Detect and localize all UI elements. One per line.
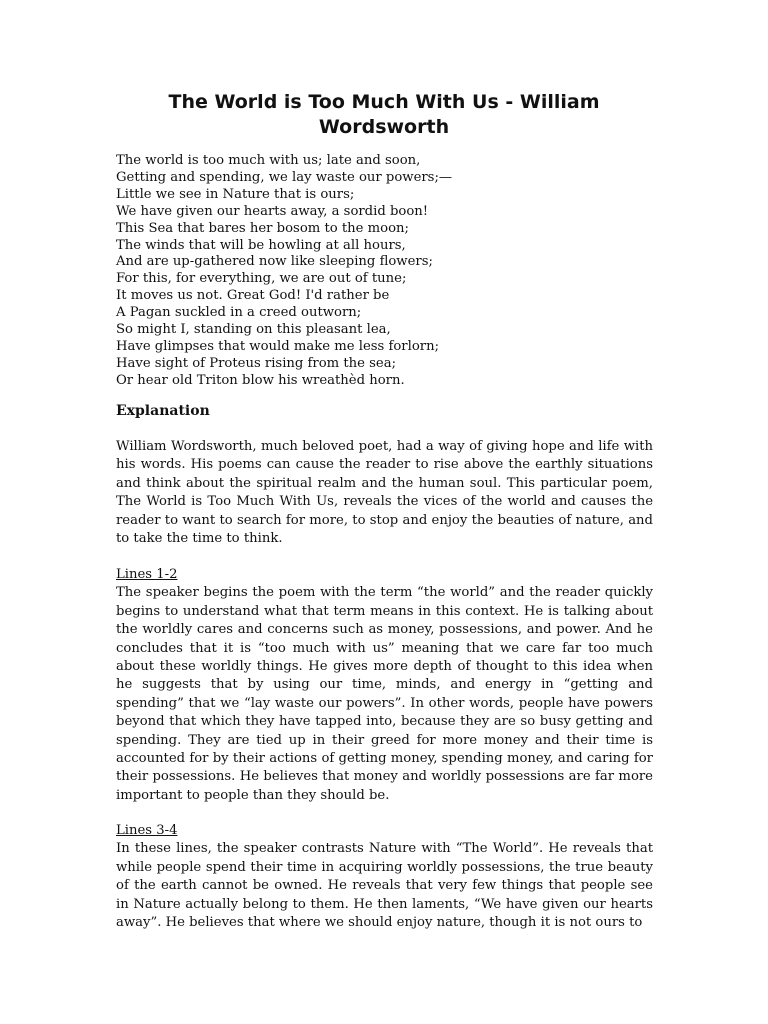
section-title: Lines 1-2 bbox=[116, 567, 178, 582]
poem-line: This Sea that bares her bosom to the moon; bbox=[116, 220, 409, 236]
poem-line: A Pagan suckled in a creed outworn; bbox=[116, 305, 362, 321]
poem-line: And are up-gathered now like sleeping flowers; bbox=[116, 254, 433, 270]
poem-block bbox=[116, 153, 656, 390]
poem-line: Getting and spending, we lay waste our powers;— bbox=[116, 169, 453, 185]
section-body: The speaker begins the poem with the term “the world” and the reader quickly begins to understand what that term means in this context. He is talking about the worldly cares and concerns such as money, possessions, and power. And he concludes that it is “too much with us” meaning that we care far too much about these worldly things. He gives more depth of thought to this idea when he suggests that by using our time, minds, and energy in “getting and spending” that we “lay waste our powers”. In other words, people have powers beyond that which they have tapped into, because they are so busy getting and spending. They are tied up in their greed for more money and their time is accounted for by their actions of getting money, spending money, and caring for their possessions. He believes that money and worldly possessions are far more important to people than they should be. bbox=[116, 585, 653, 803]
poem-line: It moves us not. Great God! I'd rather be bbox=[116, 288, 390, 304]
section-lines-1-2 bbox=[116, 566, 653, 805]
section-title: Lines 3-4 bbox=[116, 823, 178, 838]
document-title: The World is Too Much With Us - William Wordsworth bbox=[168, 91, 600, 138]
poem-line: We have given our hearts away, a sordid boon! bbox=[116, 203, 429, 219]
poem-line: For this, for everything, we are out of tune; bbox=[116, 271, 407, 287]
poem-line: Have sight of Proteus rising from the sea; bbox=[116, 355, 397, 371]
poem-line: Little we see in Nature that is ours; bbox=[116, 186, 355, 202]
explanation-intro: William Wordsworth, much beloved poet, had a way of giving hope and life with his words. His poems can cause the reader to rise above the earthly situations and think about the spiritual realm and the human soul. This particular poem, The World is Too Much With Us, reveals the vices of the world and causes the reader to want to search for more, to stop and enjoy the beauties of nature, and to take the time to think. bbox=[116, 439, 653, 547]
poem-line: The winds that will be howling at all hours, bbox=[116, 237, 406, 253]
poem-line: Or hear old Triton blow his wreathèd horn. bbox=[116, 372, 405, 388]
poem-line: Have glimpses that would make me less forlorn; bbox=[116, 338, 440, 354]
section-lines-3-4 bbox=[116, 822, 653, 932]
poem-line: So might I, standing on this pleasant lea, bbox=[116, 322, 391, 338]
section-body: In these lines, the speaker contrasts Nature with “The World”. He reveals that while people spend their time in acquiring worldly possessions, the true beauty of the earth cannot be owned. He reveals that very few things that people see in Nature actually belong to them. He then laments, “We have given our hearts away”. He believes that where we should enjoy nature, though it is not ours to bbox=[116, 841, 653, 931]
explanation-heading: Explanation bbox=[116, 403, 210, 419]
poem-line: The world is too much with us; late and soon, bbox=[116, 153, 421, 168]
